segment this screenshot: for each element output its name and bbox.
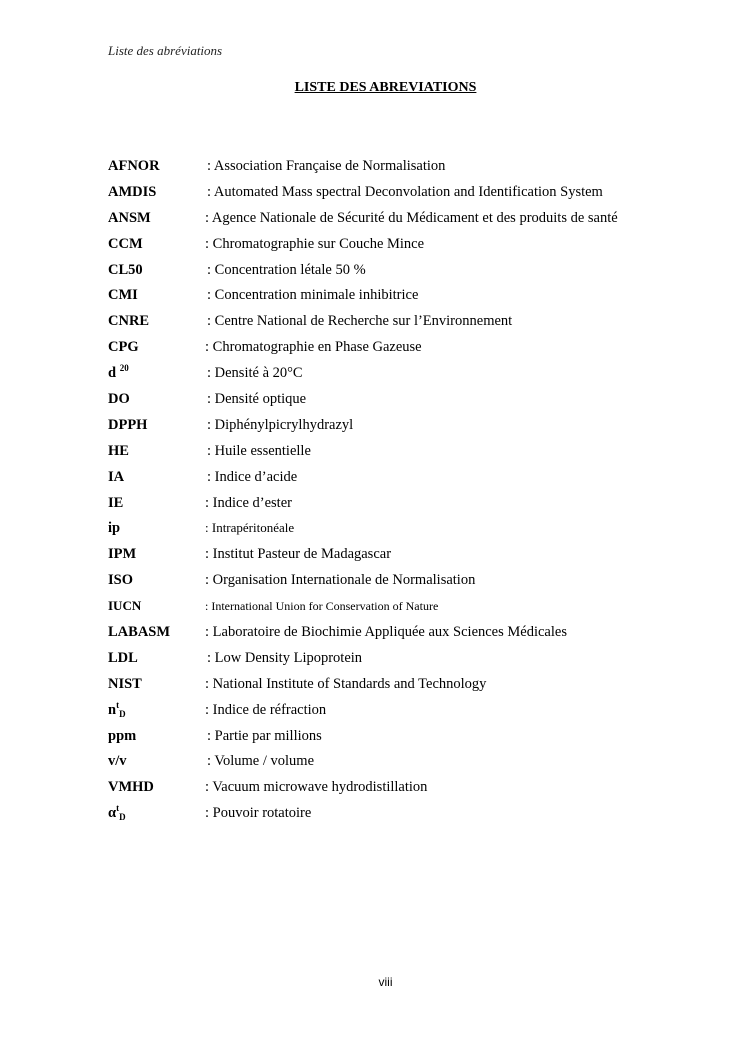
abbreviation-term: ISO xyxy=(108,572,133,589)
abbreviation-definition: : National Institute of Standards and Technology xyxy=(205,675,487,692)
abbreviation-row xyxy=(108,597,668,623)
term-subscript: D xyxy=(119,708,126,719)
abbreviation-row xyxy=(108,804,668,830)
abbreviation-definition: : Laboratoire de Biochimie Appliquée aux Sciences Médicales xyxy=(205,624,567,641)
abbreviation-definition: : Partie par millions xyxy=(207,727,322,744)
abbreviation-definition: : International Union for Conservation of Nature xyxy=(205,599,439,614)
abbreviation-term: CNRE xyxy=(108,313,150,330)
abbreviation-term: v/v xyxy=(108,753,127,770)
abbreviation-row xyxy=(108,338,668,364)
abbreviation-row xyxy=(108,209,668,235)
term-base: α xyxy=(108,805,117,822)
abbreviation-row xyxy=(108,571,668,597)
abbreviation-term: IPM xyxy=(108,546,137,563)
running-header: Liste des abréviations xyxy=(108,43,223,58)
abbreviation-definition: : Pouvoir rotatoire xyxy=(205,805,312,822)
abbreviation-row xyxy=(108,261,668,287)
abbreviation-term-with-indices xyxy=(108,701,126,719)
abbreviation-term: CPG xyxy=(108,339,139,356)
abbreviation-row xyxy=(108,312,668,338)
abbreviation-definition: : Indice de réfraction xyxy=(205,701,327,718)
term-superscript: t xyxy=(116,803,120,814)
abbreviation-term: AMDIS xyxy=(108,183,157,200)
abbreviation-definition: : Vacuum microwave hydrodistillation xyxy=(205,779,428,796)
abbreviation-definition: : Indice d’ester xyxy=(205,494,292,511)
abbreviation-definition: : Chromatographie sur Couche Mince xyxy=(205,235,425,252)
abbreviation-list xyxy=(108,157,668,830)
abbreviation-definition: : Concentration létale 50 % xyxy=(207,261,366,278)
term-superscript: t xyxy=(116,699,120,710)
abbreviation-term: LABASM xyxy=(108,624,171,641)
abbreviation-term: DO xyxy=(108,391,130,408)
abbreviation-definition: : Volume / volume xyxy=(207,753,315,770)
page-number: viii xyxy=(378,975,393,989)
term-subscript: D xyxy=(119,812,126,823)
abbreviation-term-with-superscript xyxy=(108,364,129,382)
abbreviation-row xyxy=(108,727,668,753)
abbreviation-definition: : Chromatographie en Phase Gazeuse xyxy=(205,339,422,356)
abbreviation-term: VMHD xyxy=(108,779,154,796)
abbreviation-term: CCM xyxy=(108,235,143,252)
abbreviation-term: ANSM xyxy=(108,209,151,226)
abbreviation-term: CMI xyxy=(108,287,138,304)
abbreviation-row xyxy=(108,235,668,261)
abbreviation-row xyxy=(108,183,668,209)
term-base: d xyxy=(108,365,117,382)
page-title: LISTE DES ABREVIATIONS xyxy=(294,80,477,95)
abbreviation-definition: : Densité à 20°C xyxy=(207,365,303,382)
abbreviation-row xyxy=(108,519,668,545)
abbreviation-definition: : Organisation Internationale de Normalisation xyxy=(205,572,476,589)
abbreviation-term: IA xyxy=(108,468,125,485)
abbreviation-term: NIST xyxy=(108,675,142,692)
abbreviation-term: DPPH xyxy=(108,416,148,433)
abbreviation-definition: : Huile essentielle xyxy=(207,442,311,459)
abbreviation-row xyxy=(108,701,668,727)
abbreviation-row xyxy=(108,286,668,312)
abbreviation-term: ip xyxy=(108,520,121,537)
abbreviation-definition: : Automated Mass spectral Deconvolation and Identification System xyxy=(207,183,603,200)
abbreviation-row xyxy=(108,623,668,649)
abbreviation-term: CL50 xyxy=(108,261,143,278)
abbreviation-definition: : Concentration minimale inhibitrice xyxy=(207,287,419,304)
abbreviation-row xyxy=(108,675,668,701)
abbreviation-term: IE xyxy=(108,494,124,511)
abbreviation-definition: : Densité optique xyxy=(207,391,307,408)
abbreviation-row xyxy=(108,778,668,804)
abbreviation-term: LDL xyxy=(108,649,138,666)
abbreviation-term: HE xyxy=(108,442,129,459)
abbreviation-row xyxy=(108,545,668,571)
abbreviation-definition: : Low Density Lipoprotein xyxy=(207,649,363,666)
abbreviation-row xyxy=(108,442,668,468)
abbreviation-row xyxy=(108,416,668,442)
abbreviation-row xyxy=(108,752,668,778)
abbreviation-definition: : Diphénylpicrylhydrazyl xyxy=(207,416,354,433)
abbreviation-row xyxy=(108,390,668,416)
abbreviation-term: ppm xyxy=(108,727,137,744)
term-base: n xyxy=(108,701,117,718)
abbreviation-row xyxy=(108,649,668,675)
abbreviation-definition: : Centre National de Recherche sur l’Environnement xyxy=(207,313,513,330)
abbreviation-row xyxy=(108,468,668,494)
abbreviation-term-with-indices xyxy=(108,804,126,822)
abbreviation-term: AFNOR xyxy=(108,158,160,174)
abbreviation-definition: : Institut Pasteur de Madagascar xyxy=(205,546,392,563)
abbreviation-row xyxy=(108,157,668,183)
abbreviation-definition: : Agence Nationale de Sécurité du Médicament et des produits de santé xyxy=(205,209,618,226)
abbreviation-term: IUCN xyxy=(108,598,142,614)
abbreviation-definition: : Intrapéritonéale xyxy=(205,520,295,536)
abbreviation-definition: : Indice d’acide xyxy=(207,468,298,485)
abbreviation-row xyxy=(108,364,668,390)
term-superscript: 20 xyxy=(119,363,129,374)
abbreviation-definition: : Association Française de Normalisation xyxy=(207,158,446,174)
abbreviation-row xyxy=(108,494,668,520)
